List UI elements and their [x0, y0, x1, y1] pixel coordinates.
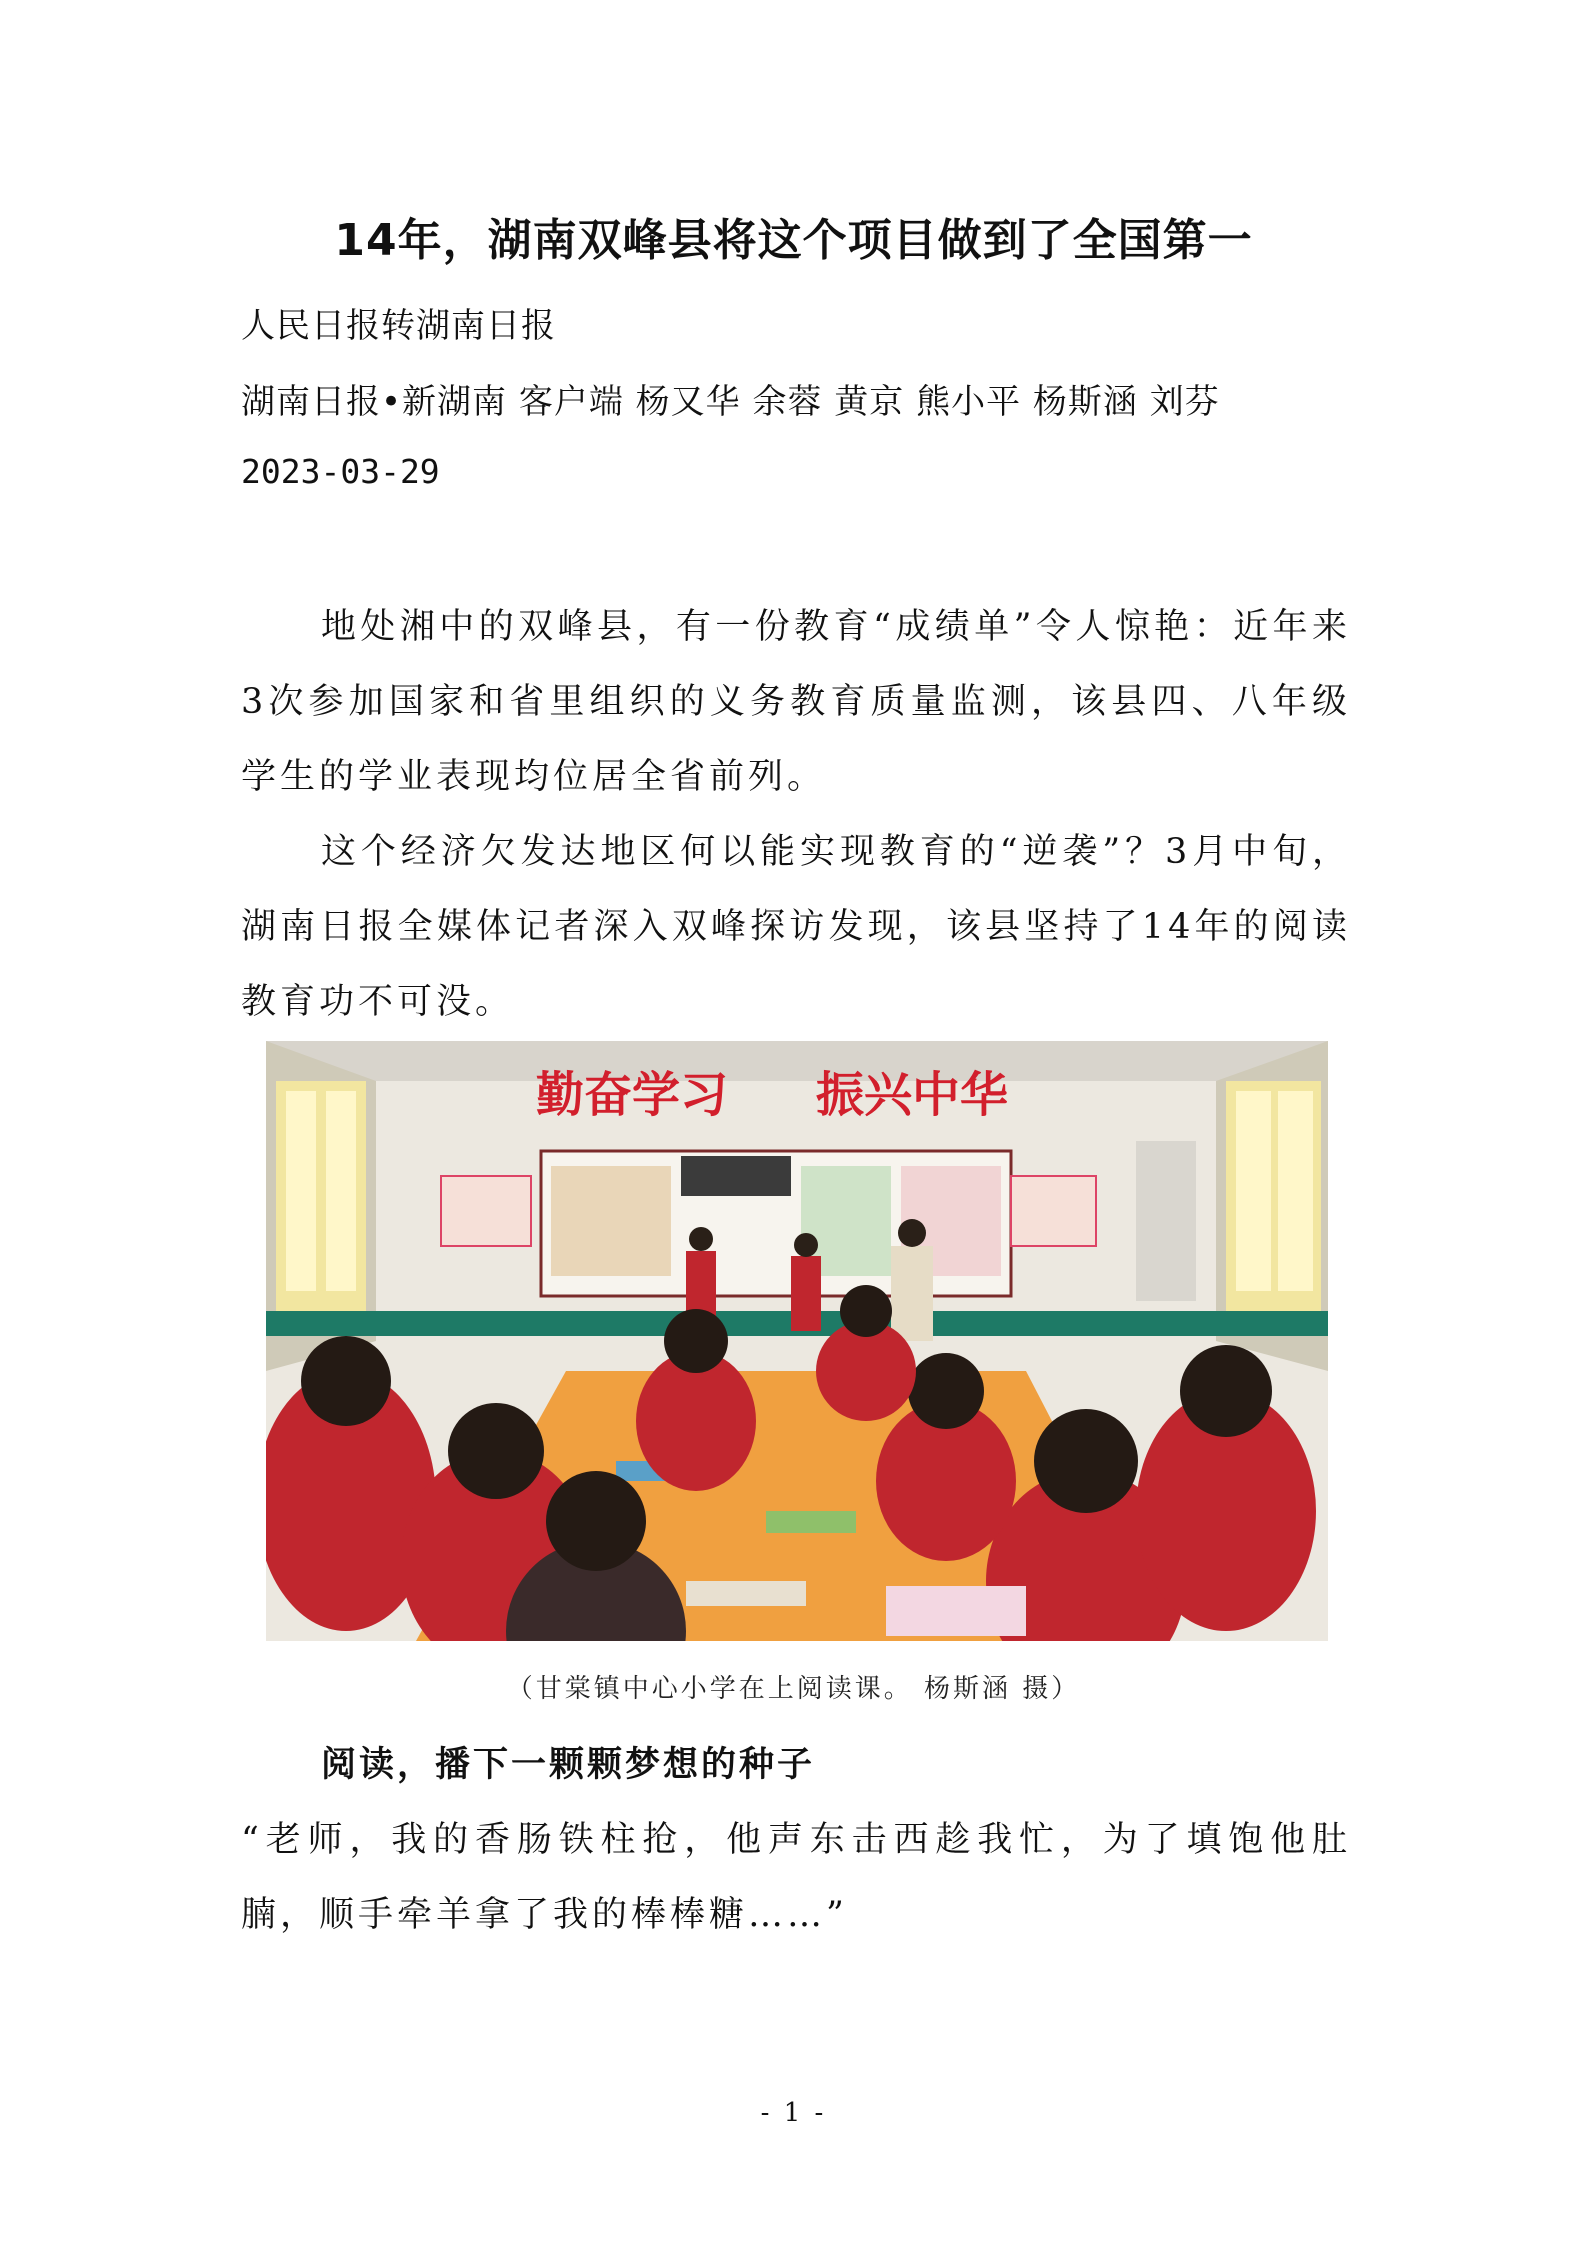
- section-heading: 阅读，播下一颗颗梦想的种子: [321, 1745, 816, 1785]
- page-number: - 1 -: [760, 2098, 827, 2128]
- paragraph-2: 这个经济欠发达地区何以能实现教育的“逆袭”？3月中旬，湖南日报全媒体记者深入双峰探访发现，该县坚持了14年的阅读教育功不可没。: [241, 832, 1351, 1022]
- banner-left-text: 勤奋学习: [536, 1067, 729, 1123]
- article-byline: 湖南日报•新湖南 客户端 杨又华 余蓉 黄京 熊小平 杨斯涵 刘芬: [241, 382, 1220, 422]
- article-date: 2023-03-29: [241, 452, 440, 491]
- quote-paragraph: “老师，我的香肠铁柱抢，他声东击西趁我忙，为了填饱他肚腩，顺手牵羊拿了我的棒棒糖……”: [241, 1820, 1351, 1935]
- photo-caption: （甘棠镇中心小学在上阅读课。 杨斯涵 摄）: [506, 1674, 1081, 1704]
- classroom-photo: [266, 1041, 1328, 1641]
- article-title: 14年，湖南双峰县将这个项目做到了全国第一: [334, 215, 1253, 266]
- article-source: 人民日报转湖南日报: [241, 306, 556, 346]
- banner-right-text: 振兴中华: [816, 1067, 1009, 1123]
- paragraph-1: 地处湘中的双峰县，有一份教育“成绩单”令人惊艳：近年来3次参加国家和省里组织的义务教育质量监测，该县四、八年级学生的学业表现均位居全省前列。: [241, 607, 1351, 797]
- classroom-photo-illustration: [266, 1041, 1328, 1641]
